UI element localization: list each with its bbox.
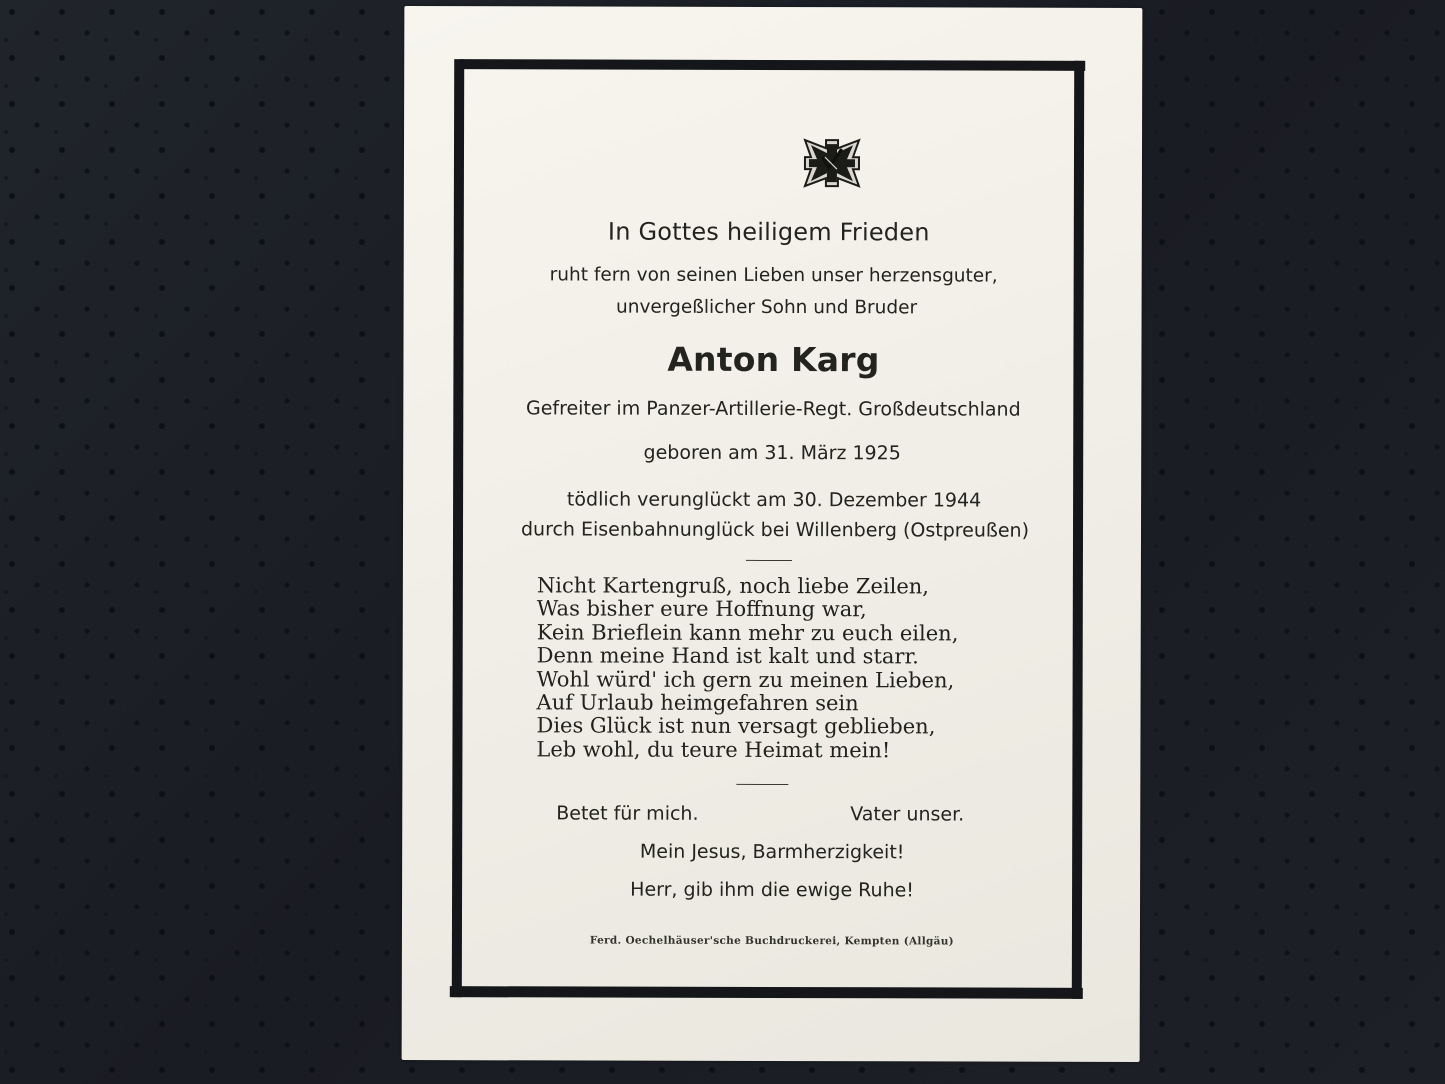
prayer-left: Betet für mich. <box>556 802 699 825</box>
intro-line-2: unvergeßlicher Sohn und Bruder <box>616 296 918 319</box>
printer-imprint: Ferd. Oechelhäuser'sche Buchdruckerei, Kempten (Allgäu) <box>589 934 954 948</box>
deceased-name: Anton Karg <box>667 339 880 380</box>
military-rank: Gefreiter im Panzer-Artillerie-Regt. Großdeutschland <box>525 397 1021 421</box>
poem-line: Denn meine Hand ist kalt und starr. <box>536 643 919 669</box>
poem-line: Nicht Kartengruß, noch liebe Zeilen, <box>536 573 930 599</box>
invocation-1: Mein Jesus, Barmherzigkeit! <box>639 840 905 864</box>
divider-1 <box>746 560 792 561</box>
iron-cross-icon <box>801 136 863 190</box>
mourning-border-bottom <box>450 986 1083 999</box>
intro-line-1: ruht fern von seinen Lieben unser herzensguter, <box>549 264 998 287</box>
poem <box>536 574 1036 763</box>
invocation-2: Herr, gib ihm die ewige Ruhe! <box>630 878 914 902</box>
poem-line: Kein Brieflein kann mehr zu euch eilen, <box>536 620 959 646</box>
prayer-right: Vater unser. <box>850 803 965 826</box>
birth-date: geboren am 31. März 1925 <box>643 441 901 465</box>
death-date: tödlich verunglückt am 30. Dezember 1944 <box>566 488 982 512</box>
death-cause: durch Eisenbahnunglück bei Willenberg (Ostpreußen) <box>520 518 1030 542</box>
poem-line: Wohl würd' ich gern zu meinen Lieben, <box>536 667 955 693</box>
poem-line: Was bisher eure Hoffnung war, <box>536 596 867 622</box>
poem-line: Leb wohl, du teure Heimat mein! <box>536 737 891 763</box>
card-content <box>462 69 1074 988</box>
divider-2 <box>736 784 788 785</box>
memorial-card <box>402 6 1143 1062</box>
poem-line: Auf Urlaub heimgefahren sein <box>536 690 859 716</box>
poem-line: Dies Glück ist nun versagt geblieben, <box>536 713 936 739</box>
heading: In Gottes heiligem Frieden <box>607 217 930 247</box>
